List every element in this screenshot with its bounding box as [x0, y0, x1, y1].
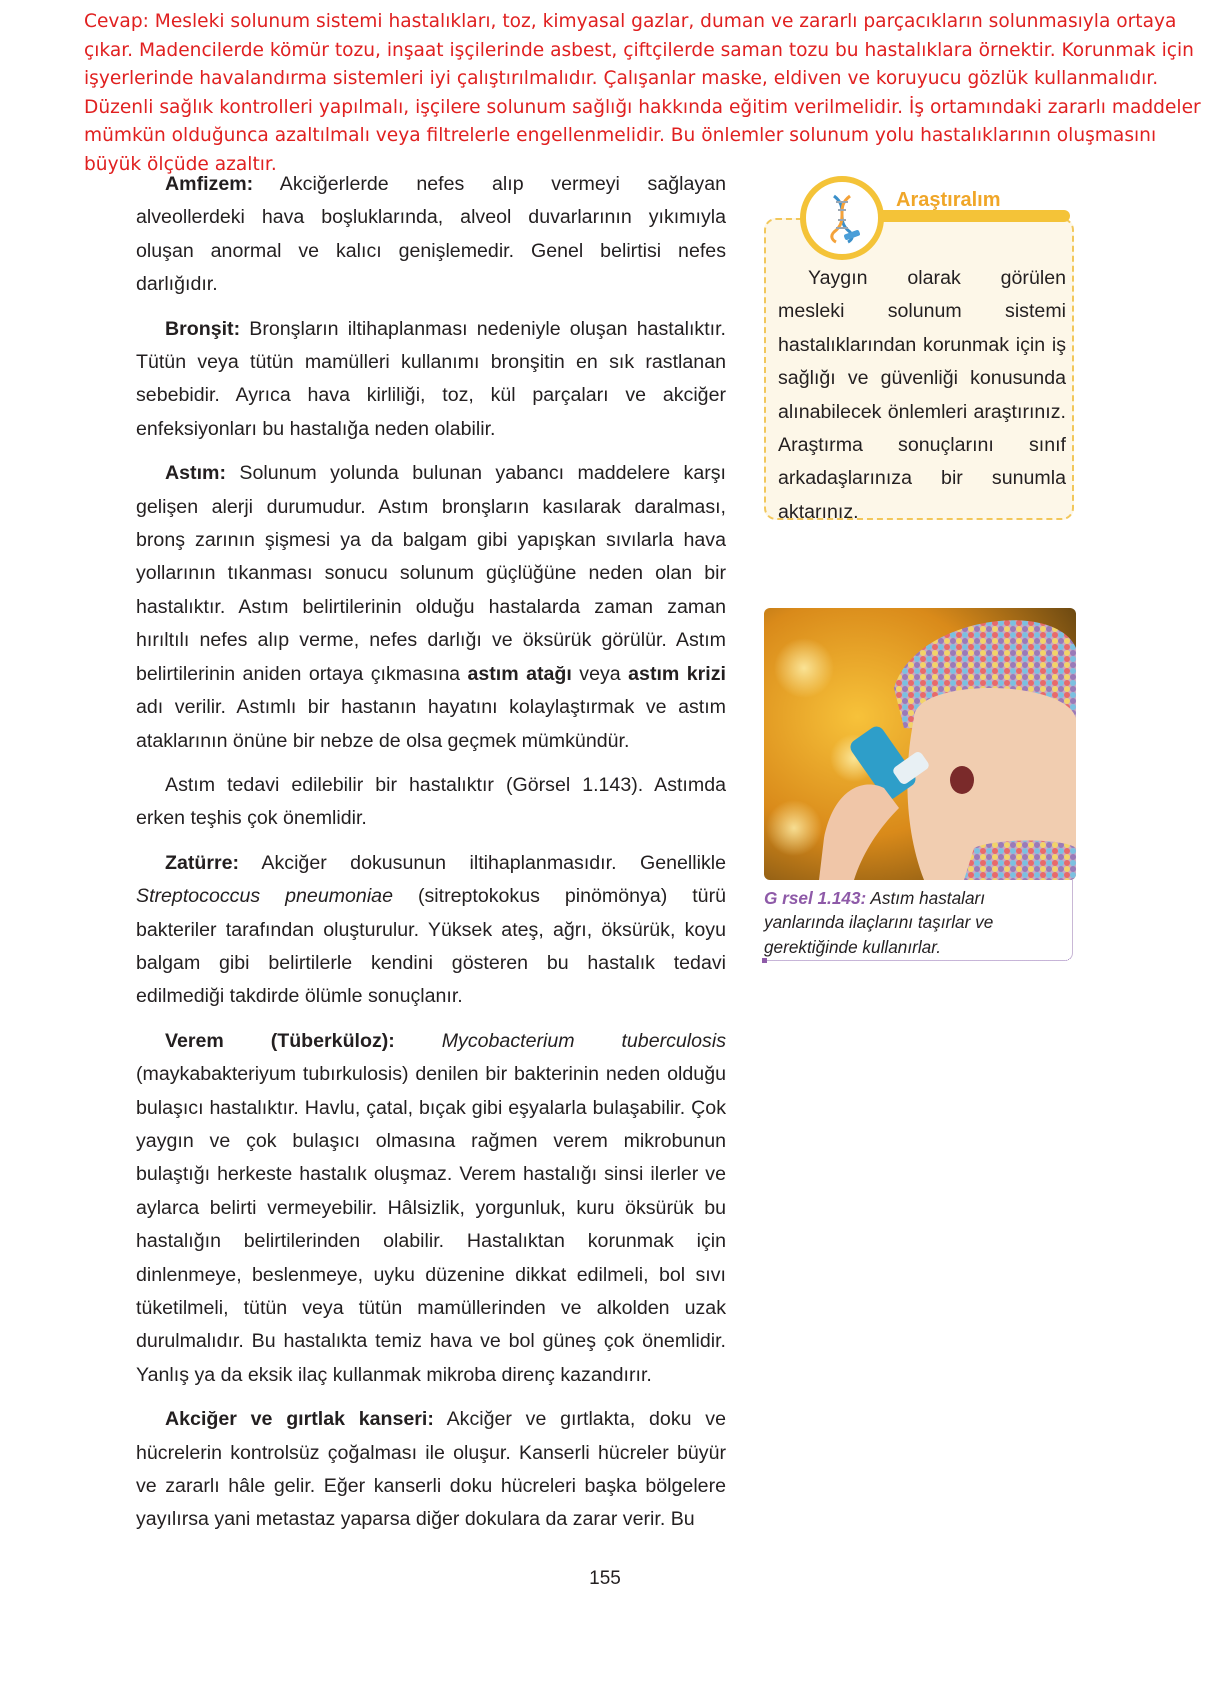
text-astim-1: Solunum yolunda bulunan yabancı maddelere karşı gelişen alerji durumudur. Astım bronşların kasılarak daralması, bronş zarının şişmesi ya da balgam gibi yapışkan sıvılarla hava yollarının tıkanması sonucu solunum güçlüğüne neden olan bir hastalıktır. Astım belirtilerinin olduğu hastalarda zaman zaman hırıltılı nefes alıp verme, nefes darlığı ve öksürük görülür. Astım belirtilerinin aniden ortaya çıkmasına	[136, 462, 726, 685]
paragraph-zaturre	[136, 847, 726, 1014]
main-text-column	[136, 168, 726, 1548]
paragraph-verem	[136, 1025, 726, 1392]
text-kanser: Akciğer ve gırtlakta, doku ve hücrelerin kontrolsüz çoğalması ile oluşur. Kanserli hücreler büyür ve zararlı hâle gelir. Eğer kanserli doku hücreleri başka bölgelere yayılırsa yani metastaz yaparsa diğer dokulara da zarar verir. Bu	[136, 1408, 726, 1531]
italic-mycobacterium: Mycobacterium tuberculosis	[441, 1029, 727, 1052]
term-astim: Astım:	[165, 462, 226, 485]
text-verem-2: (maykabakteriyum tubırkulosis) denilen bir bakterinin neden olduğu bulaşıcı hastalıktır. Havlu, çatal, bıçak gibi eşyalarla bulaşabilir. Çok yaygın ve çok bulaşıcı olmasına rağmen verem mikrobunun bulaştığı herkeste hastalık oluşmaz. Verem hastalığı sinsi ilerler ve aylarca belirti vermeyebilir. Hâlsizlik, yorgunluk, kuru öksürük bu hastalığın belirtilerinden olabilir. Hastalıktan korunmak için dinlenmeye, beslenmeye, uyku düzenine dikkat edilmeli, bol sıvı tüketilmeli, tütün veya tütün mamüllerinden ve alkolden uzak durulmalıdır. Bu hastalıkta temiz hava ve bol güneş çok önemlidir. Yanlış ya da eksik ilaç kullanmak mikroba direnç kazandırır.	[136, 1063, 726, 1386]
text-astim-tedavi: Astım tedavi edilebilir bir hastalıktır (Görsel 1.143). Astımda erken teşhis çok önemlidir.	[136, 773, 726, 830]
paragraph-amfizem	[136, 168, 726, 302]
text-astim-2: veya	[571, 662, 629, 685]
term-bronsit: Bronşit:	[165, 317, 241, 340]
text-astim-3: adı verilir. Astımlı bir hastanın hayatını kolaylaştırmak ve astım ataklarının önüne bir nebze de olsa geçmek mümkündür.	[136, 696, 726, 752]
term-zaturre: Zatürre:	[165, 851, 240, 874]
figure-caption	[764, 886, 1064, 959]
text-zaturre-2: (sitreptokokus pinömönya) türü bakteriler tarafından oluşturulur. Yüksek ateş, ağrı, öksürük, koyu balgam gibi belirtilerle kendini gösteren bu hastalık tedavi edilmediği takdirde ölümle sonuçlanır.	[136, 885, 727, 1008]
text-amfizem: Akciğerlerde nefes alıp vermeyi sağlayan alveollerdeki hava boşluklarında, alveol duvarlarının yıkımıyla oluşan anormal ve kalıcı genişlemedir. Genel belirtisi nefes darlığıdır.	[136, 173, 726, 296]
text-bronsit: Bronşların iltihaplanması nedeniyle oluşan hastalıktır. Tütün veya tütün mamülleri kullanımı bronşitin en sık rastlanan sebebidir. Ayrıca hava kirliliği, toz, kül parçaları ve akciğer enfeksiyonları bu hastalığa neden olabilir.	[136, 317, 726, 440]
asthma-photo	[764, 608, 1076, 880]
bold-astim-atagi: astım atağı	[467, 662, 572, 685]
caption-marker	[762, 958, 767, 963]
bold-astim-krizi: astım krizi	[628, 662, 726, 685]
research-text	[778, 262, 1066, 529]
paragraph-bronsit	[136, 313, 726, 447]
figure-caption-box	[764, 880, 1073, 961]
asthma-inhaler-illustration	[764, 608, 1076, 880]
term-verem: Verem (Tüberküloz):	[165, 1029, 395, 1052]
page-number: 155	[589, 1568, 621, 1589]
figure-label: G rsel 1.143:	[764, 888, 867, 908]
research-title: Araştıralım	[896, 189, 1001, 211]
text-zaturre-1: Akciğer dokusunun iltihaplanmasıdır. Genellikle	[239, 851, 726, 874]
research-icon-circle	[800, 176, 884, 260]
research-box	[764, 176, 1074, 521]
research-text-content: Yaygın olarak görülen mesleki solunum sistemi hastalıklarından korunmak için iş sağlığı ve güvenliği konusunda alınabilecek önlemleri araştırınız. Araştırma sonuçlarını sınıf arkadaşlarınıza bir sunumla aktarınız.	[778, 267, 1066, 523]
paragraph-astim-tedavi	[136, 769, 726, 836]
term-kanser: Akciğer ve gırtlak kanseri:	[165, 1408, 434, 1431]
paragraph-astim	[136, 457, 726, 758]
text-verem-1	[395, 1030, 442, 1052]
paragraph-kanser	[136, 1403, 726, 1537]
figure-caption-text: Astım hastaları yanlarında ilaçlarını taşırlar ve gerektiğinde kullanırlar.	[764, 888, 994, 957]
answer-text: Cevap: Mesleki solunum sistemi hastalıkları, toz, kimyasal gazlar, duman ve zararlı parçacıkların solunmasıyla ortaya çıkar. Madencilerde kömür tozu, inşaat işçilerinde asbest, çiftçilerde saman tozu bu hastalıklara örnektir. Korunmak için işyerlerinde havalandırma sistemleri iyi çalıştırılmalıdır. Çalışanlar maske, eldiven ve koruyucu gözlük kullanmalıdır. Düzenli sağlık kontrolleri yapılmalı, işçilere solunum sağlığı hakkında eğitim verilmelidir. İş ortamındaki zararlı maddeler mümkün olduğunca azaltılmalı veya filtrelerle engellenmelidir. Bu önlemler solunum yolu hastalıklarının oluşmasını büyük ölçüde azaltır.	[84, 11, 1201, 175]
term-amfizem: Amfizem:	[165, 173, 254, 195]
italic-streptococcus: Streptococcus pneumoniae	[136, 885, 393, 908]
dna-icon	[814, 190, 870, 246]
